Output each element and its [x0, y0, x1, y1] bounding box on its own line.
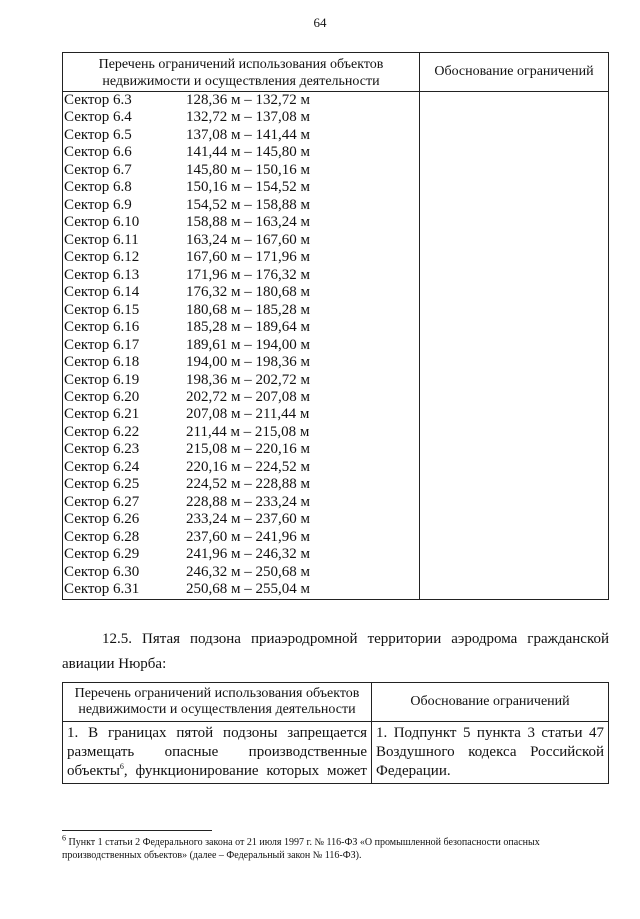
- sector-name: Сектор 6.13: [64, 266, 140, 283]
- justification-empty-cell: [420, 92, 609, 600]
- sector-range: 128,36 м – 132,72 м: [186, 92, 310, 108]
- sector-name: Сектор 6.30: [64, 563, 140, 580]
- restriction-text-cell: [63, 722, 372, 784]
- sector-name: Сектор 6.24: [64, 458, 140, 475]
- sector-range: 228,88 м – 233,24 м: [186, 493, 310, 510]
- sector-row: [63, 179, 419, 196]
- restriction-line: 1. В границах пятой подзоны запрещается: [67, 725, 367, 741]
- sector-name: Сектор 6.31: [64, 581, 140, 598]
- sector-row: [63, 494, 419, 511]
- section-12-5-line1: 12.5. Пятая подзона приаэродромной территории аэродрома гражданской: [102, 631, 609, 647]
- sector-range: 237,60 м – 241,96 м: [186, 528, 310, 545]
- table-header-row: [63, 683, 609, 722]
- sector-range: 211,44 м – 215,08 м: [186, 423, 310, 440]
- section-12-5-line2: авиации Нюрба:: [62, 656, 167, 672]
- sector-range: 220,16 м – 224,52 м: [186, 458, 310, 475]
- sector-row: [63, 214, 419, 231]
- sector-row: [63, 267, 419, 284]
- sector-row: [63, 546, 419, 563]
- sector-row: [63, 337, 419, 354]
- sector-range: 215,08 м – 220,16 м: [186, 441, 310, 458]
- sector-range: 145,80 м – 150,16 м: [186, 161, 310, 178]
- sector-name: Сектор 6.22: [64, 423, 140, 440]
- sector-name: Сектор 6.25: [64, 476, 140, 493]
- sector-list-cell: [63, 92, 420, 600]
- sector-range: 137,08 м – 141,44 м: [186, 126, 310, 143]
- sector-row: [63, 232, 419, 249]
- restriction-text: , функционирование которых может: [123, 763, 367, 779]
- sector-range: 171,96 м – 176,32 м: [186, 266, 310, 283]
- footnote-divider: [62, 830, 212, 831]
- sector-name: Сектор 6.14: [64, 284, 140, 301]
- sector-name: Сектор 6.23: [64, 441, 140, 458]
- sector-range: 194,00 м – 198,36 м: [186, 354, 310, 371]
- sector-range: 233,24 м – 237,60 м: [186, 511, 310, 528]
- sector-name: Сектор 6.28: [64, 528, 140, 545]
- sector-range: 241,96 м – 246,32 м: [186, 546, 310, 563]
- sector-row: [63, 92, 419, 109]
- justification-line: Федерации.: [376, 763, 451, 779]
- sector-name: Сектор 6.10: [64, 214, 140, 231]
- justification-text-cell: [372, 722, 609, 784]
- page-number: 64: [313, 15, 327, 30]
- footnote-ref[interactable]: 6: [119, 762, 124, 771]
- sector-name: Сектор 6.16: [64, 319, 140, 336]
- section-12-5-paragraph: [62, 627, 609, 677]
- sector-row: [63, 197, 419, 214]
- table-row: [63, 722, 609, 784]
- sector-range: 180,68 м – 185,28 м: [186, 301, 310, 318]
- sector-row: [63, 529, 419, 546]
- sector-row: [63, 302, 419, 319]
- sector-name: Сектор 6.19: [64, 371, 140, 388]
- header-justification: Обоснование ограничений: [420, 53, 609, 92]
- footnote-text: Пункт 1 статьи 2 Федерального закона от 21 июля 1997 г. № 116-ФЗ «О промышленной безопасности опасных производственных объектов» (далее – Федеральный закон № 116-ФЗ).: [62, 837, 540, 861]
- sector-row: [63, 144, 419, 161]
- sector-name: Сектор 6.6: [64, 144, 132, 161]
- sector-range: 250,68 м – 255,04 м: [186, 581, 310, 598]
- sector-range: 224,52 м – 228,88 м: [186, 476, 310, 493]
- sector-name: Сектор 6.29: [64, 546, 140, 563]
- sector-name: Сектор 6.12: [64, 249, 140, 266]
- restriction-line: размещать опасные производственные: [67, 744, 367, 760]
- restrictions-table-sectors: [62, 52, 609, 600]
- header-restrictions-list: Перечень ограничений использования объектов недвижимости и осуществления деятельности: [63, 683, 372, 722]
- sector-row: [63, 581, 419, 598]
- sector-row: [63, 406, 419, 423]
- sector-row: [63, 109, 419, 126]
- footnote-marker: 6: [62, 833, 66, 843]
- sector-row: [63, 284, 419, 301]
- sector-range: 176,32 м – 180,68 м: [186, 284, 310, 301]
- sector-row: [63, 249, 419, 266]
- sector-range: 202,72 м – 207,08 м: [186, 388, 310, 405]
- sector-name: Сектор 6.27: [64, 493, 140, 510]
- sector-range: 141,44 м – 145,80 м: [186, 144, 310, 161]
- sector-name: Сектор 6.21: [64, 406, 140, 423]
- sector-range: 189,61 м – 194,00 м: [186, 336, 310, 353]
- sector-range: 150,16 м – 154,52 м: [186, 179, 310, 196]
- sector-name: Сектор 6.15: [64, 301, 140, 318]
- sector-name: Сектор 6.7: [64, 161, 132, 178]
- sector-name: Сектор 6.11: [64, 231, 139, 248]
- sector-row: [63, 372, 419, 389]
- sector-row: [63, 127, 419, 144]
- sector-row: [63, 511, 419, 528]
- sector-name: Сектор 6.9: [64, 196, 132, 213]
- sector-row: [63, 564, 419, 581]
- sector-range: 163,24 м – 167,60 м: [186, 231, 310, 248]
- table-body-row: [63, 92, 609, 600]
- sector-name: Сектор 6.8: [64, 179, 132, 196]
- sector-name: Сектор 6.18: [64, 354, 140, 371]
- sector-name: Сектор 6.17: [64, 336, 140, 353]
- justification-line: 1. Подпункт 5 пункта 3 статьи 47: [376, 725, 604, 741]
- header-justification: Обоснование ограничений: [372, 683, 609, 722]
- sector-name: Сектор 6.26: [64, 511, 140, 528]
- sector-row: [63, 459, 419, 476]
- sector-range: 158,88 м – 163,24 м: [186, 214, 310, 231]
- sector-row: [63, 389, 419, 406]
- sector-name: Сектор 6.20: [64, 388, 140, 405]
- table-header-row: [63, 53, 609, 92]
- sector-row: [63, 319, 419, 336]
- sector-row: [63, 424, 419, 441]
- sector-range: 207,08 м – 211,44 м: [186, 406, 310, 423]
- sector-name: Сектор 6.5: [64, 126, 132, 143]
- sector-row: [63, 354, 419, 371]
- sector-range: 198,36 м – 202,72 м: [186, 371, 310, 388]
- restrictions-table-zone5: [62, 682, 609, 784]
- justification-line: Воздушного кодекса Российской: [376, 744, 604, 760]
- header-restrictions-list: Перечень ограничений использования объектов недвижимости и осуществления деятельности: [63, 53, 420, 92]
- sector-row: [63, 476, 419, 493]
- sector-row: [63, 162, 419, 179]
- restriction-text: объекты: [67, 763, 120, 779]
- sector-range: 154,52 м – 158,88 м: [186, 196, 310, 213]
- footnote: [62, 833, 609, 862]
- sector-range: 132,72 м – 137,08 м: [186, 109, 310, 126]
- restriction-line: [67, 762, 367, 781]
- sector-range: 167,60 м – 171,96 м: [186, 249, 310, 266]
- sector-range: 246,32 м – 250,68 м: [186, 563, 310, 580]
- sector-range: 185,28 м – 189,64 м: [186, 319, 310, 336]
- sector-name: Сектор 6.4: [64, 109, 132, 126]
- sector-row: [63, 441, 419, 458]
- sector-name: Сектор 6.3: [64, 92, 132, 108]
